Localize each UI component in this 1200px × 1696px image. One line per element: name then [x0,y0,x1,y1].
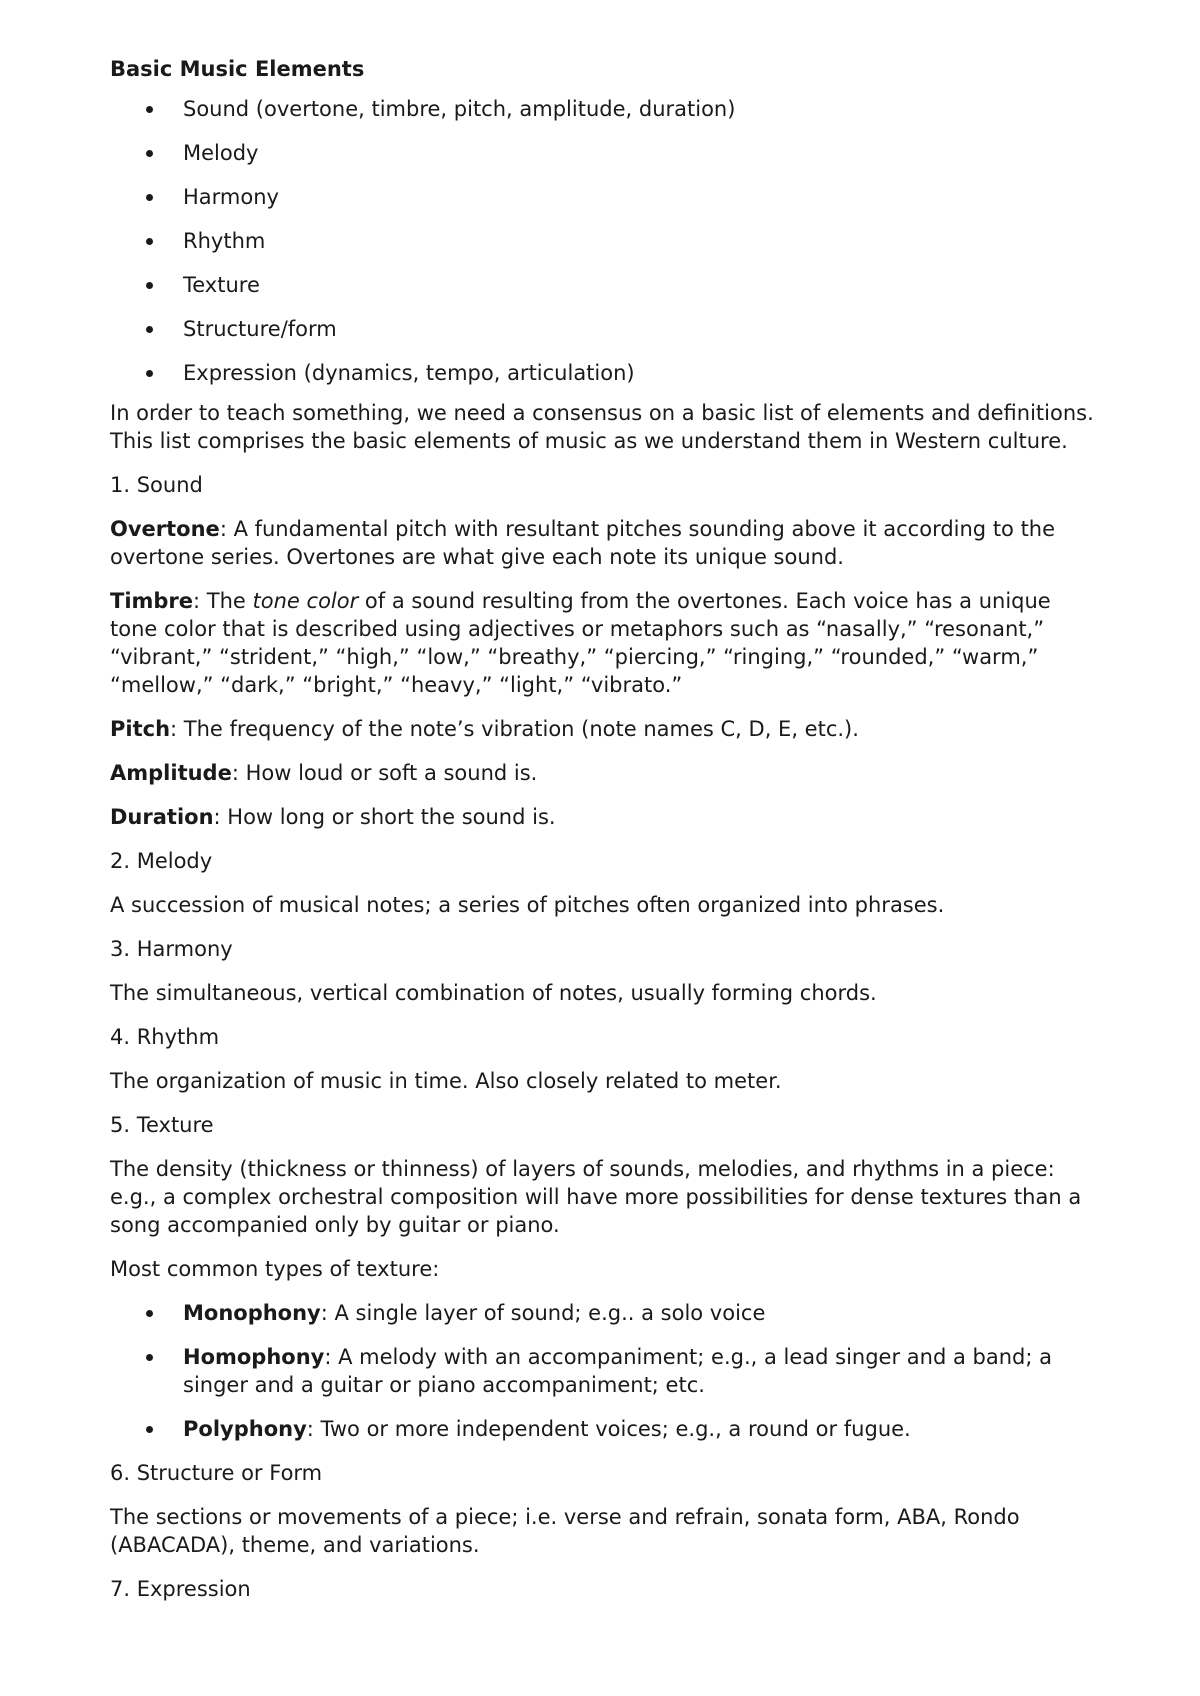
elements-list [110,95,1100,387]
list-item [110,1343,1100,1399]
texture-types-intro: Most common types of texture: [110,1257,440,1281]
section-heading-texture: 5. Texture [110,1113,214,1137]
timbre-definition [110,587,1100,699]
section-heading-rhythm: 4. Rhythm [110,1025,220,1049]
section-heading-expression: 7. Expression [110,1577,251,1601]
harmony-definition: The simultaneous, vertical combination of notes, usually forming chords. [110,981,877,1005]
texture-types-list [110,1299,1100,1443]
melody-definition: A succession of musical notes; a series of pitches often organized into phrases. [110,893,945,917]
section-heading-structure: 6. Structure or Form [110,1461,323,1485]
list-item: Harmony [110,183,1100,211]
definition-text: of a sound resulting from the overtones. Each voice has a unique tone color that is described using adjectives or metaphors such as “nasally,” “resonant,” “vibrant,” “strident,” “high,” “low,” “breathy,” “piercing,” “ringing,” “rounded,” “warm,” “mellow,” “dark,” “bright,” “heavy,” “light,” “vibrato.” [110,589,1051,697]
definition-text: : The frequency of the note’s vibration (note names C, D, E, etc.). [170,717,859,741]
section-heading-melody: 2. Melody [110,849,213,873]
page-title: Basic Music Elements [110,57,365,81]
term-label: Pitch [110,717,171,741]
term-label: Homophony [183,1345,325,1369]
emphasis-text: tone color [252,589,359,613]
list-item: Texture [110,271,1100,299]
amplitude-definition [110,759,1100,787]
list-item: Expression (dynamics, tempo, articulation) [110,359,1100,387]
list-item: Structure/form [110,315,1100,343]
intro-paragraph: In order to teach something, we need a consensus on a basic list of elements and definitions. This list comprises the basic elements of music as we understand them in Western culture. [110,401,1094,453]
texture-definition: The density (thickness or thinness) of layers of sounds, melodies, and rhythms in a piece: e.g., a complex orchestral composition will have more possibilities for dense textures than a song accompanied only by guitar or piano. [110,1157,1082,1237]
term-label: Monophony [183,1301,321,1325]
definition-text: : How long or short the sound is. [213,805,556,829]
section-heading-sound: 1. Sound [110,473,203,497]
list-item [110,1299,1100,1327]
term-label: Timbre [110,589,194,613]
document-page [110,55,1100,1619]
duration-definition [110,803,1100,831]
definition-text: : The [193,589,253,613]
list-item: Melody [110,139,1100,167]
structure-definition: The sections or movements of a piece; i.e. verse and refrain, sonata form, ABA, Rondo (ABACADA), theme, and variations. [110,1505,1020,1557]
term-label: Duration [110,805,214,829]
definition-text: : How loud or soft a sound is. [231,761,538,785]
overtone-definition [110,515,1100,571]
section-heading-harmony: 3. Harmony [110,937,233,961]
rhythm-definition: The organization of music in time. Also closely related to meter. [110,1069,782,1093]
definition-text: : Two or more independent voices; e.g., a round or fugue. [306,1417,911,1441]
list-item: Rhythm [110,227,1100,255]
term-label: Amplitude [110,761,232,785]
definition-text: : A melody with an accompaniment; e.g., a lead singer and a band; a singer and a guitar or piano accompaniment; etc. [183,1345,1052,1397]
definition-text: : A single layer of sound; e.g.. a solo voice [320,1301,766,1325]
pitch-definition [110,715,1100,743]
list-item [110,1415,1100,1443]
definition-text: : A fundamental pitch with resultant pitches sounding above it according to the overtone series. Overtones are what give each note its unique sound. [110,517,1056,569]
list-item: Sound (overtone, timbre, pitch, amplitude, duration) [110,95,1100,123]
term-label: Overtone [110,517,220,541]
term-label: Polyphony [183,1417,307,1441]
